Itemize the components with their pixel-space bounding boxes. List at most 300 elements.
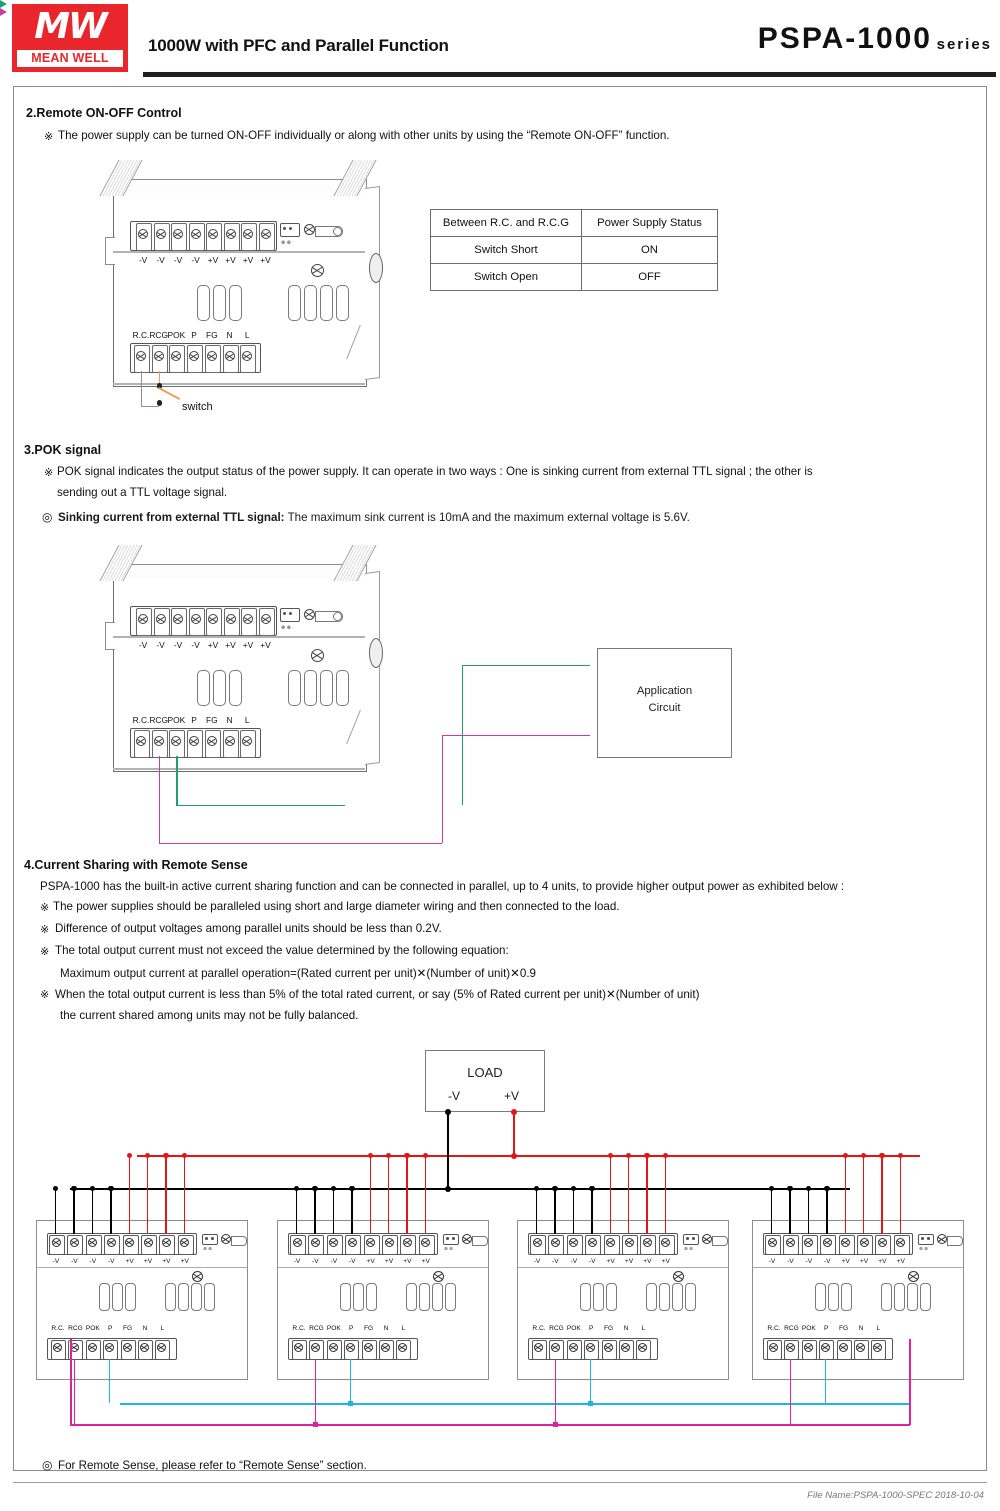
input-terminal-label: L	[876, 1325, 881, 1332]
psu-fan-knob	[369, 638, 383, 668]
table-row	[431, 210, 718, 237]
output-terminal-label: -V	[533, 1258, 541, 1265]
vent-slot	[445, 1283, 456, 1311]
aux-connector	[280, 223, 300, 237]
footer-divider	[13, 1482, 987, 1483]
aux-connector	[683, 1234, 699, 1245]
pos-drop	[129, 1155, 130, 1234]
output-terminal-label: +V	[403, 1258, 412, 1265]
psu-diagram-remote-onoff	[85, 165, 385, 390]
terminal-screw	[261, 614, 271, 624]
s4-bullet-mark-1: ※	[40, 902, 50, 914]
remote-sense-right-riser	[909, 1339, 911, 1425]
vent-slot	[894, 1283, 905, 1311]
output-terminal-label: -V	[173, 255, 183, 265]
header-subtitle: 1000W with PFC and Parallel Function	[148, 36, 449, 55]
psu-lip-upper	[113, 636, 365, 638]
terminal-screw	[534, 1343, 543, 1352]
output-terminal-label: +V	[260, 640, 271, 650]
aux-caption: ⊗ ⊗	[203, 1246, 212, 1251]
load-pos-drop	[513, 1112, 515, 1155]
panel-screw	[673, 1271, 684, 1282]
vent-slot	[213, 285, 226, 321]
terminal-screw	[138, 614, 148, 624]
pos-drop	[610, 1155, 611, 1234]
terminal-screw	[385, 1238, 394, 1247]
terminal-screw	[551, 1238, 560, 1247]
psu-side-face	[365, 186, 380, 380]
terminal-screw	[138, 229, 148, 239]
panel-screw	[311, 264, 324, 277]
handle-hole	[333, 612, 342, 621]
vent-slot	[320, 670, 333, 706]
aux-caption: ⊗ ⊗	[919, 1246, 928, 1251]
output-terminal-label: -V	[173, 640, 183, 650]
terminal-screw	[53, 1343, 62, 1352]
terminal-screw	[823, 1238, 832, 1247]
vent-slot	[191, 1283, 202, 1311]
aux-pin	[686, 1237, 689, 1240]
output-terminal-label: +V	[207, 255, 219, 265]
input-terminal-label: P	[107, 1325, 113, 1332]
section3-bullet-line1: POK signal indicates the output status of the power supply. It can operate in two ways : One is sinking current from external TTL signal ; the other is	[57, 465, 813, 478]
psu-lip	[753, 1267, 963, 1268]
application-circuit-box	[597, 648, 732, 758]
positive-bus-bar	[137, 1155, 920, 1157]
neg-drop	[554, 1188, 555, 1234]
vent-slot	[229, 670, 242, 706]
section3-bullet-line2: sending out a TTL voltage signal.	[57, 486, 228, 499]
output-terminal-label: -V	[89, 1258, 97, 1265]
terminal-screw	[154, 736, 164, 746]
terminal-screw	[107, 1238, 116, 1247]
input-terminal-label: POK	[85, 1325, 100, 1332]
vent-slot	[125, 1283, 136, 1311]
input-terminal-label: P	[588, 1325, 594, 1332]
aux-pin	[452, 1237, 455, 1240]
pos-drop	[147, 1155, 148, 1234]
psu-side-face	[365, 571, 380, 765]
pos-drop	[406, 1155, 407, 1234]
terminal-screw	[207, 736, 217, 746]
input-terminal-label: L	[244, 715, 250, 725]
current-share-drop-4	[825, 1359, 826, 1403]
neg-drop	[591, 1188, 592, 1234]
terminal-screw	[208, 614, 218, 624]
output-terminal-label: -V	[107, 1258, 115, 1265]
switch-wire-rc-across	[141, 406, 159, 407]
vent-slot	[907, 1283, 918, 1311]
terminal-screw	[173, 229, 183, 239]
s4-bullet-1: The power supplies should be paralleled using short and large diameter wiring and then connected to the load.	[53, 900, 620, 913]
psu-top-face	[113, 179, 367, 194]
output-terminal-label: +V	[878, 1258, 887, 1265]
psu-lip-upper	[113, 251, 365, 253]
section3-bullet-mark: ※	[44, 467, 54, 479]
output-terminal-label: -V	[138, 640, 148, 650]
sinking-note-bold: Sinking current from external TTL signal:	[58, 511, 285, 524]
output-terminal-label: -V	[293, 1258, 301, 1265]
terminal-screw	[588, 1238, 597, 1247]
vent-slot	[672, 1283, 683, 1311]
rcg-wire-up	[442, 735, 443, 843]
input-terminal-label: N	[623, 1325, 629, 1332]
remote-sense-drop-4	[790, 1359, 791, 1424]
current-share-drop-3	[590, 1359, 591, 1403]
remote-sense-drop-3	[555, 1359, 556, 1424]
pos-drop	[845, 1155, 846, 1234]
vent-slot	[304, 670, 317, 706]
aux-pin	[289, 227, 292, 230]
vent-slot	[340, 1283, 351, 1311]
output-terminal-label: -V	[312, 1258, 319, 1265]
input-terminal-label: N	[858, 1325, 864, 1332]
logo-name: MEAN WELL	[31, 51, 109, 65]
load-neg-terminal	[445, 1109, 451, 1115]
terminal-screw	[140, 1343, 149, 1352]
terminal-screw	[226, 229, 236, 239]
logo-band	[17, 50, 123, 67]
output-terminal-label: -V	[805, 1258, 813, 1265]
panel-screw	[433, 1271, 444, 1282]
aux-pin	[205, 1237, 208, 1240]
vent-slot	[828, 1283, 839, 1311]
vent-slot	[288, 285, 301, 321]
input-terminal-label: R.C.	[132, 330, 150, 340]
vent-slot	[213, 670, 226, 706]
terminal-screw	[769, 1343, 778, 1352]
terminal-screw	[225, 351, 235, 361]
aux-connector	[280, 608, 300, 622]
table-header-cell: Power Supply Status	[582, 210, 718, 237]
vent-slot	[197, 285, 210, 321]
terminal-screw	[261, 229, 271, 239]
vent-slot	[920, 1283, 931, 1311]
footer-text: File Name:PSPA-1000-SPEC 2018-10-04	[807, 1490, 984, 1501]
terminal-screw	[70, 1238, 79, 1247]
input-terminal-label: P	[191, 715, 197, 725]
vent-slot	[406, 1283, 417, 1311]
input-terminal-label: POK	[326, 1325, 341, 1332]
sinking-note	[58, 511, 690, 524]
input-terminal-label: R.C.	[532, 1325, 546, 1332]
s4-bullet-mark-2: ※	[40, 924, 50, 936]
terminal-screw	[329, 1343, 338, 1352]
sinking-note-mark: ◎	[42, 510, 53, 524]
pos-drop	[388, 1155, 389, 1234]
panel-screw	[908, 1271, 919, 1282]
pos-drop	[165, 1155, 166, 1234]
table-row	[431, 264, 718, 291]
psu-lip-lower	[113, 383, 365, 385]
terminal-screw	[604, 1343, 613, 1352]
neg-drop	[573, 1188, 574, 1234]
input-terminal-label: FG	[123, 1325, 133, 1332]
input-terminal-label: RCG	[784, 1325, 799, 1332]
input-terminal-label: R.C.	[767, 1325, 781, 1332]
table-header-cell: Between R.C. and R.C.G	[431, 210, 582, 237]
remote-onoff-table	[430, 209, 718, 291]
pos-drop	[370, 1155, 371, 1234]
load-box	[425, 1050, 545, 1112]
s4-bullet-4-line2: the current shared among units may not be fully balanced.	[60, 1009, 359, 1022]
input-terminal-label: L	[641, 1325, 646, 1332]
section2-heading: 2.Remote ON-OFF Control	[26, 106, 182, 120]
table-cell: Switch Open	[431, 264, 582, 291]
input-terminal-label: POK	[167, 330, 186, 340]
input-terminal-label: P	[348, 1325, 354, 1332]
output-terminal-label: +V	[143, 1258, 153, 1265]
terminal-screw	[856, 1343, 865, 1352]
input-terminal-label: RCG	[68, 1325, 83, 1332]
remote-sense-drop-1	[74, 1359, 75, 1424]
table-row	[431, 237, 718, 264]
s4-bullet-mark-3: ※	[40, 946, 50, 958]
load-neg-drop	[447, 1112, 449, 1188]
meanwell-logo	[12, 4, 128, 72]
aux-pin	[289, 612, 292, 615]
terminal-screw	[878, 1238, 887, 1247]
neg-drop	[55, 1188, 56, 1234]
output-terminal-label: -V	[138, 255, 148, 265]
neg-drop	[296, 1188, 297, 1234]
aux-screw	[702, 1234, 712, 1244]
terminal-screw	[123, 1343, 132, 1352]
terminal-screw	[533, 1238, 542, 1247]
aux-screw	[937, 1234, 947, 1244]
input-terminal-label: N	[226, 715, 233, 725]
s4-equation: Maximum output current at parallel operation=(Rated current per unit)✕(Number of unit)✕0.9	[60, 967, 536, 980]
header-model: PSPA-1000	[757, 22, 932, 55]
aux-screw	[304, 609, 315, 620]
pos-drop	[425, 1155, 426, 1234]
vent-slot	[432, 1283, 443, 1311]
terminal-screw	[860, 1238, 869, 1247]
rcg-wire-across	[159, 843, 442, 844]
psu-unit-3	[517, 1220, 729, 1380]
vent-slot	[304, 285, 317, 321]
remote-sense-bus	[70, 1424, 910, 1426]
input-terminal-label: R.C.	[51, 1325, 65, 1332]
page-header	[0, 0, 1000, 82]
pok-wire-down	[176, 756, 177, 806]
terminal-screw	[226, 614, 236, 624]
pok-wire-to-box	[462, 665, 590, 666]
vent-slot	[366, 1283, 377, 1311]
output-terminal-label: -V	[552, 1258, 559, 1265]
output-terminal-label: +V	[242, 640, 254, 650]
pos-drop	[863, 1155, 864, 1234]
psu-lip-lower	[113, 768, 365, 770]
vent-slot	[204, 1283, 215, 1311]
terminal-screw	[768, 1238, 777, 1247]
current-share-junction	[588, 1401, 593, 1406]
output-terminal-label: -V	[71, 1258, 78, 1265]
input-terminal-label: R.C.	[132, 715, 150, 725]
output-terminal-label: +V	[366, 1258, 375, 1265]
psu-unit-2	[277, 1220, 489, 1380]
remote-sense-drop-2	[315, 1359, 316, 1424]
remote-sense-junction	[553, 1422, 558, 1427]
terminal-screw	[225, 736, 235, 746]
output-terminal-label: +V	[606, 1258, 615, 1265]
vent-slot	[320, 285, 333, 321]
vent-slot	[353, 1283, 364, 1311]
aux-caption: ⊗ ⊗	[684, 1246, 693, 1251]
terminal-screw	[403, 1238, 412, 1247]
panel-screw	[311, 649, 324, 662]
pos-drop	[646, 1155, 647, 1234]
terminal-screw	[625, 1238, 634, 1247]
terminal-screw	[311, 1238, 320, 1247]
aux-connector	[202, 1234, 218, 1245]
output-terminal-label: -V	[191, 255, 200, 265]
terminal-screw	[293, 1238, 302, 1247]
aux-pin	[692, 1237, 695, 1240]
aux-connector	[443, 1234, 459, 1245]
output-terminal-label: +V	[841, 1258, 850, 1265]
switch-label: switch	[182, 401, 213, 413]
vent-slot	[593, 1283, 604, 1311]
section2-bullet-mark: ※	[44, 131, 54, 143]
current-share-drop-1	[109, 1359, 110, 1403]
logo-mark: MW	[34, 6, 106, 47]
input-terminal-label: RCG	[309, 1325, 324, 1332]
handle-hole	[333, 227, 342, 236]
output-terminal-label: -V	[156, 640, 165, 650]
remote-sense-mark: ◎	[42, 1458, 53, 1472]
terminal-screw	[348, 1238, 357, 1247]
neg-drop	[92, 1188, 93, 1234]
section4-heading: 4.Current Sharing with Remote Sense	[24, 858, 248, 872]
neg-drop	[314, 1188, 315, 1234]
terminal-screw	[364, 1343, 373, 1352]
output-terminal-label: +V	[624, 1258, 634, 1265]
pos-drop	[665, 1155, 666, 1234]
vent-slot	[646, 1283, 657, 1311]
terminal-screw	[208, 229, 218, 239]
pos-drop	[900, 1155, 901, 1234]
pos-drop	[184, 1155, 185, 1234]
section3-heading: 3.POK signal	[24, 443, 102, 457]
terminal-screw	[156, 614, 166, 624]
psu-lip	[278, 1267, 488, 1268]
output-terminal-label: -V	[330, 1258, 338, 1265]
output-terminal-label: -V	[588, 1258, 596, 1265]
terminal-screw	[294, 1343, 303, 1352]
vent-slot	[165, 1283, 176, 1311]
output-terminal-label: -V	[52, 1258, 60, 1265]
output-terminal-label: +V	[896, 1258, 905, 1265]
psu-lip	[518, 1267, 728, 1268]
terminal-screw	[643, 1238, 652, 1247]
vent-slot	[685, 1283, 696, 1311]
vent-slot	[419, 1283, 430, 1311]
aux-screw	[221, 1234, 231, 1244]
output-terminal-label: -V	[768, 1258, 776, 1265]
sinking-note-rest: The maximum sink current is 10mA and the maximum external voltage is 5.6V.	[284, 511, 690, 524]
output-terminal-label: +V	[859, 1258, 869, 1265]
input-terminal-label: RCG	[149, 715, 168, 725]
aux-pin	[446, 1237, 449, 1240]
output-terminal-label: -V	[823, 1258, 831, 1265]
table-cell: OFF	[582, 264, 718, 291]
terminal-screw	[839, 1343, 848, 1352]
psu-handle	[472, 1236, 488, 1246]
terminal-screw	[621, 1343, 630, 1352]
output-terminal-label: +V	[207, 640, 219, 650]
vent-slot	[580, 1283, 591, 1311]
load-title: LOAD	[467, 1065, 503, 1080]
header-rule	[143, 72, 996, 77]
input-terminal-label: N	[142, 1325, 148, 1332]
neg-drop	[333, 1188, 334, 1234]
input-terminal-label: L	[160, 1325, 165, 1332]
vent-slot	[178, 1283, 189, 1311]
terminal-screw	[173, 614, 183, 624]
switch-node-bottom	[157, 400, 162, 405]
neg-drop	[536, 1188, 537, 1234]
input-terminal-label: N	[383, 1325, 389, 1332]
input-terminal-label: R.C.	[292, 1325, 306, 1332]
output-terminal-label: +V	[180, 1258, 189, 1265]
load-neg-bus-junction	[445, 1186, 451, 1192]
vent-slot	[288, 670, 301, 706]
section2-bullet-text: The power supply can be turned ON-OFF individually or along with other units by using the “Remote ON-OFF” function.	[58, 129, 670, 142]
aux-screw	[304, 224, 315, 235]
neg-drop	[73, 1188, 74, 1234]
table-cell: Switch Short	[431, 237, 582, 264]
load-pos-terminal	[511, 1109, 517, 1115]
terminal-screw	[804, 1343, 813, 1352]
input-terminal-label: FG	[839, 1325, 849, 1332]
terminal-screw	[381, 1343, 390, 1352]
output-terminal-label: -V	[191, 640, 200, 650]
output-terminal-label: +V	[421, 1258, 430, 1265]
input-terminal-label: L	[244, 330, 250, 340]
rcg-wire-down	[159, 756, 160, 844]
vent-slot	[336, 670, 349, 706]
vent-slot	[229, 285, 242, 321]
output-terminal-label: +V	[225, 255, 236, 265]
negative-bus-bar	[70, 1188, 850, 1190]
terminal-screw	[88, 1343, 97, 1352]
input-terminal-label: POK	[566, 1325, 581, 1332]
output-terminal-label: +V	[260, 255, 271, 265]
terminal-screw	[191, 229, 201, 239]
vent-slot	[336, 285, 349, 321]
vent-slot	[815, 1283, 826, 1311]
psu-top-face	[113, 564, 367, 579]
app-circuit-line2: Circuit	[648, 702, 681, 714]
current-share-junction	[348, 1401, 353, 1406]
psu-fan-knob	[369, 253, 383, 283]
aux-connector-caption: ⊗ ⊗	[281, 240, 291, 246]
terminal-screw	[786, 1238, 795, 1247]
neg-drop	[808, 1188, 809, 1234]
input-terminal-label: P	[823, 1325, 829, 1332]
terminal-screw	[144, 1238, 153, 1247]
terminal-screw	[154, 351, 164, 361]
input-terminal-label: POK	[801, 1325, 816, 1332]
header-series: series	[936, 36, 992, 53]
load-pos-label: +V	[504, 1089, 520, 1103]
s4-bullet-4-line1: When the total output current is less than 5% of the total rated current, or say (5% of Rated current per unit)✕(Number of unit)	[55, 988, 700, 1001]
input-terminal-label: N	[226, 330, 233, 340]
output-terminal-label: +V	[225, 640, 236, 650]
input-terminal-label: L	[401, 1325, 406, 1332]
output-terminal-label: -V	[156, 255, 165, 265]
